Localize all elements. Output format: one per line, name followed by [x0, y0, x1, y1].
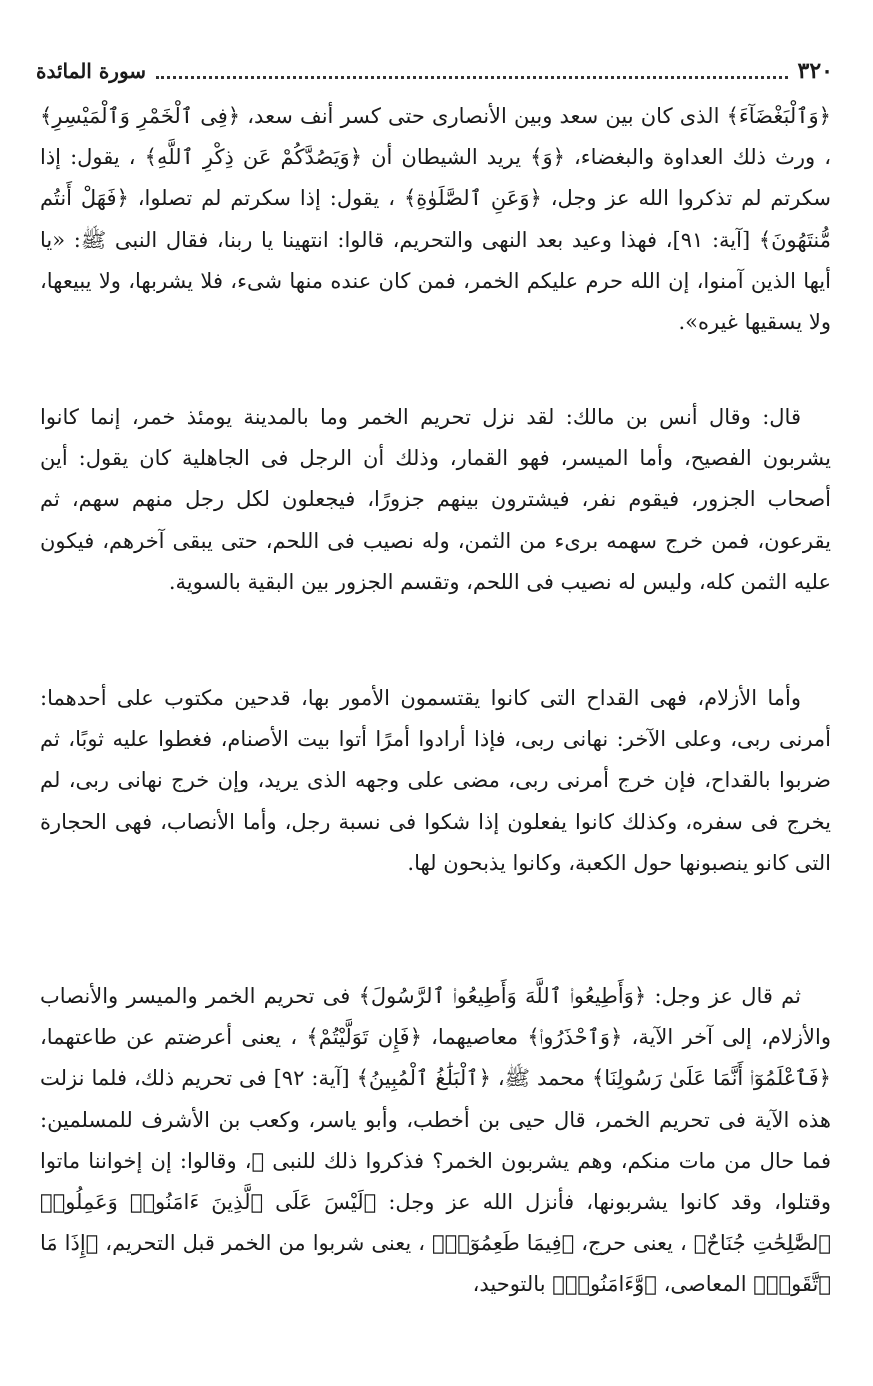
header-dotted-leader [156, 76, 788, 79]
paragraph-2: قال: وقال أنس بن مالك: لقد نزل تحريم الخمر وما بالمدينة يومئذ خمر، إنما كانوا يشربون الفصيح، وأما الميسر، فهو القمار، وذلك أن الرجل فى الجاهلية كان يقول: أين أصحاب الجزور، فيقوم نفر، فيشترون بينهم جزورًا، فيجعلون لكل رجل منهم سهم، ثم يقرعون، فمن خرج سهمه برىء من الثمن، وله نصيب فى اللحم، حتى يبقى آخرهم، فيكون عليه الثمن كله، وليس له نصيب فى اللحم، وتقسم الجزور بين البقية بالسوية. [40, 405, 831, 594]
paragraph-3: وأما الأزلام، فهى القداح التى كانوا يقتسمون الأمور بها، قدحين مكتوب على أحدهما: أمرنى ربى، وعلى الآخر: نهانى ربى، فإذا أرادوا أمرًا أتوا بيت الأصنام، فغطوا عليه ثوبًا، ثم ضربوا بالقداح، فإن خرج أمرنى ربى، مضى على وجهه الذى يريد، وإن خرج نهانى ربى، لم يخرج فى سفره، وكذلك كانوا يفعلون إذا شكوا فى نسبة رجل، وأما الأنصاب، فهى الحجارة التى كانو ينصبونها حول الكعبة، وكانوا يذبحون لها. [40, 686, 831, 875]
paragraph-4: ثم قال عز وجل: ﴿وَأَطِيعُوا۟ ٱللَّهَ وَأَطِيعُوا۟ ٱلرَّسُولَ﴾ فى تحريم الخمر والميسر والأنصاب والأزلام، إلى آخر الآية، ﴿وَٱحْذَرُوا۟﴾ معاصيهما، ﴿فَإِن تَوَلَّيْتُمْ﴾ ، يعنى أعرضتم عن طاعتهما، ﴿فَٱعْلَمُوٓا۟ أَنَّمَا عَلَىٰ رَسُولِنَا﴾ محمد ﷺ، ﴿ٱلْبَلَٰغُ ٱلْمُبِينُ﴾ [آية: ٩٢] فى تحريم ذلك، فلما نزلت هذه الآية فى تحريم الخمر، قال حيى بن أخطب، وأبو ياسر، وكعب بن الأشرف للمسلمين: فما حال من مات منكم، وهم يشربون الخمر؟ فذكروا ذلك للنبى ﷺ، وقالوا: إن إخواننا ماتوا وقتلوا، وقد كانوا يشربونها، فأنزل الله عز وجل: ﴿لَيْسَ عَلَى ٱلَّذِينَ ءَامَنُوا۟ وَعَمِلُوا۟ ٱلصَّٰلِحَٰتِ جُنَاحٌ﴾ ، يعنى حرج، ﴿فِيمَا طَعِمُوٓا۟﴾ ، يعنى شربوا من الخمر قبل التحريم، ﴿إِذَا مَا ٱتَّقَوا۟﴾ المعاصى، ﴿وَّءَامَنُوا۟﴾ بالتوحيد، [40, 984, 831, 1297]
page-header [36, 56, 833, 86]
surah-title: سورة المائدة [36, 59, 147, 83]
paragraph-1: ﴿وَٱلْبَغْضَآءَ﴾ الذى كان بين سعد وبين الأنصارى حتى كسر أنف سعد، ﴿فِى ٱلْخَمْرِ وَٱلْمَيْسِرِ﴾ ، ورث ذلك العداوة والبغضاء، ﴿وَ﴾ يريد الشيطان أن ﴿وَيَصُدَّكُمْ عَن ذِكْرِ ٱللَّهِ﴾ ، يقول: إذا سكرتم لم تذكروا الله عز وجل، ﴿وَعَنِ ٱلصَّلَوٰةِ﴾ ، يقول: إذا سكرتم لم تصلوا، ﴿فَهَلْ أَنتُم مُّنتَهُونَ﴾ [آية: ٩١]، فهذا وعيد بعد النهى والتحريم، قالوا: انتهينا يا ربنا، فقال النبى ﷺ: «يا أيها الذين آمنوا، إن الله حرم عليكم الخمر، فمن كان عنده منها شىء، فلا يشربها، ولا يبيعها، ولا يسقيها غيره». [40, 104, 831, 335]
page-number: ٣٢٠ [797, 58, 833, 84]
